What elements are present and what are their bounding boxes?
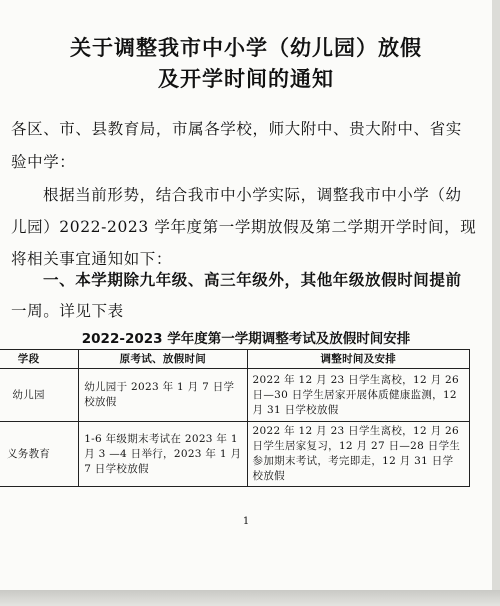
section-1-line-2: 一周。详见下表 [11, 302, 124, 320]
table-title: 2022-2023 学年度第一学期调整考试及放假时间安排 [81, 331, 411, 347]
page-number: 1 [242, 516, 250, 527]
cell-stage: 义务教育 [0, 422, 79, 487]
table-header-row [0, 350, 470, 369]
scan-bottom-edge [0, 590, 500, 606]
table-row [0, 369, 470, 422]
addressee-line-2: 验中学： [11, 153, 76, 171]
cell-adjusted: 2022 年 12 月 23 日学生离校，12 月 26 日—30 日学生居家开展体质健康监测，12 月 31 日学校放假 [247, 369, 469, 422]
body-line-2: 儿园）2022-2023 学年度第一学期放假及第二学期开学时间，现 [11, 218, 477, 236]
addressee-line-1: 各区、市、县教育局，市属各学校，师大附中、贵大附中、省实 [11, 120, 462, 138]
schedule-table [0, 349, 470, 487]
header-adjusted: 调整时间及安排 [247, 350, 469, 369]
cell-adjusted: 2022 年 12 月 23 日学生离校，12 月 26 日学生居家复习，12 月 27 日—28 日学生参加期末考试，考完即走，12 月 31 日学校放假 [247, 422, 469, 487]
notice-title-line-2: 及开学时间的通知 [158, 67, 334, 91]
section-1-line-1: 一、本学期除九年级、高三年级外，其他年级放假时间提前 [43, 271, 462, 289]
body-line-3: 将相关事宜通知如下： [11, 250, 173, 268]
cell-stage: 幼儿园 [0, 369, 79, 422]
cell-original: 1-6 年级期末考试在 2023 年 1 月 3 —4 日举行，2023 年 1 月 7 日学校放假 [79, 422, 247, 487]
table-row [0, 422, 470, 487]
cell-original: 幼儿园于 2023 年 1 月 7 日学校放假 [79, 369, 247, 422]
body-line-1: 根据当前形势，结合我市中小学实际，调整我市中小学（幼 [43, 186, 462, 204]
notice-title-line-1: 关于调整我市中小学（幼儿园）放假 [70, 36, 422, 60]
header-stage: 学段 [0, 350, 79, 369]
header-original: 原考试、放假时间 [79, 350, 247, 369]
